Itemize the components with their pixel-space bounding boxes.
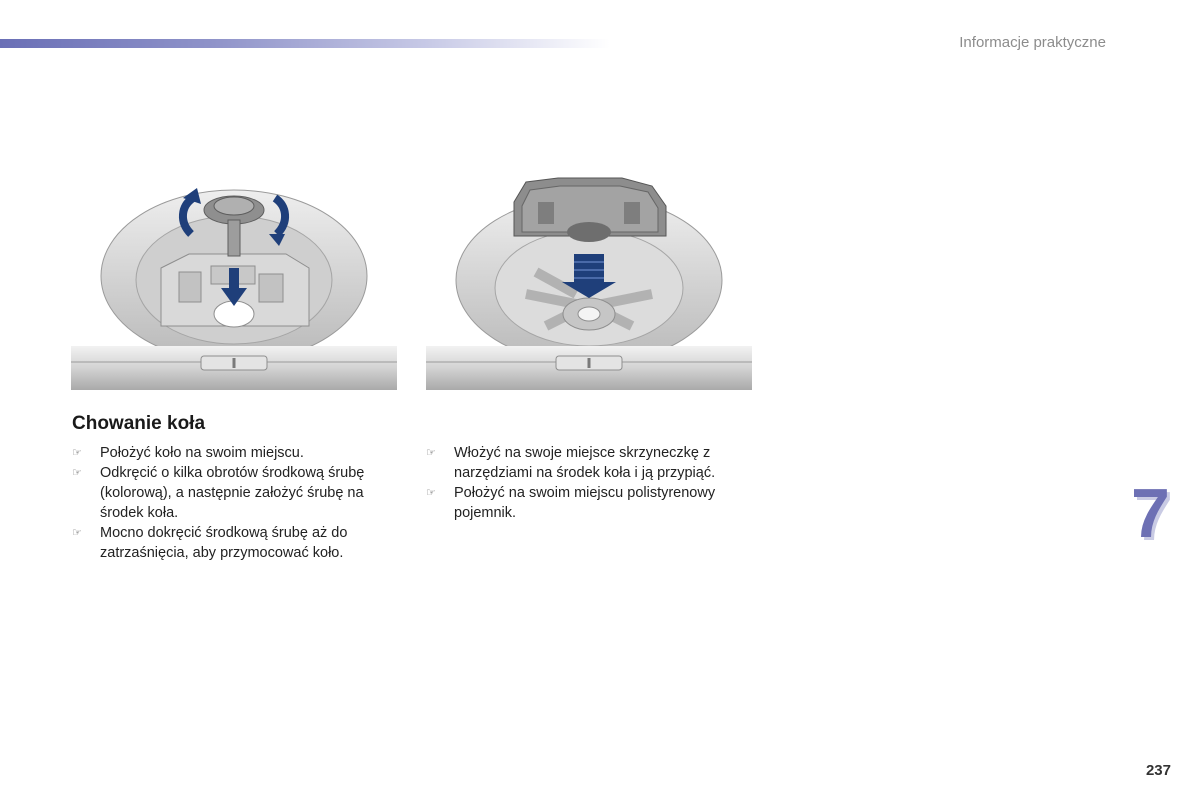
step-item xyxy=(426,443,756,483)
step-item xyxy=(426,483,756,523)
page-number: 237 xyxy=(1145,762,1171,779)
step-item xyxy=(72,463,392,523)
step-text: Położyć koło na swoim miejscu. xyxy=(100,445,304,461)
left-step-list xyxy=(72,443,392,563)
step-item xyxy=(72,523,392,563)
pointing-hand-icon: ☞ xyxy=(72,527,82,539)
right-step-list xyxy=(426,443,756,523)
spare-wheel-bolt-illustration xyxy=(71,176,397,390)
step-text: Włożyć na swoje miejsce skrzyneczkę z narzędziami na środek koła i ją przypiąć. xyxy=(454,445,716,481)
pointing-hand-icon: ☞ xyxy=(72,447,82,459)
tool-box-placement-illustration xyxy=(426,176,752,390)
step-text: Mocno dokręcić środkową śrubę aż do zatrzaśnięcia, aby przymocować koło. xyxy=(100,525,348,561)
pointing-hand-icon: ☞ xyxy=(72,467,82,479)
chapter-number: 7 xyxy=(1131,474,1168,552)
step-text: Odkręcić o kilka obrotów środkową śrubę (kolorową), a następnie założyć śrubę na środek koła. xyxy=(100,465,365,521)
section-title: Chowanie koła xyxy=(72,413,206,434)
pointing-hand-icon: ☞ xyxy=(426,487,436,499)
step-text: Położyć na swoim miejscu polistyrenowy pojemnik. xyxy=(454,485,716,521)
pointing-hand-icon: ☞ xyxy=(426,447,436,459)
section-header: Informacje praktyczne xyxy=(959,34,1106,51)
header-gradient-bar xyxy=(0,39,610,48)
step-item xyxy=(72,443,392,463)
